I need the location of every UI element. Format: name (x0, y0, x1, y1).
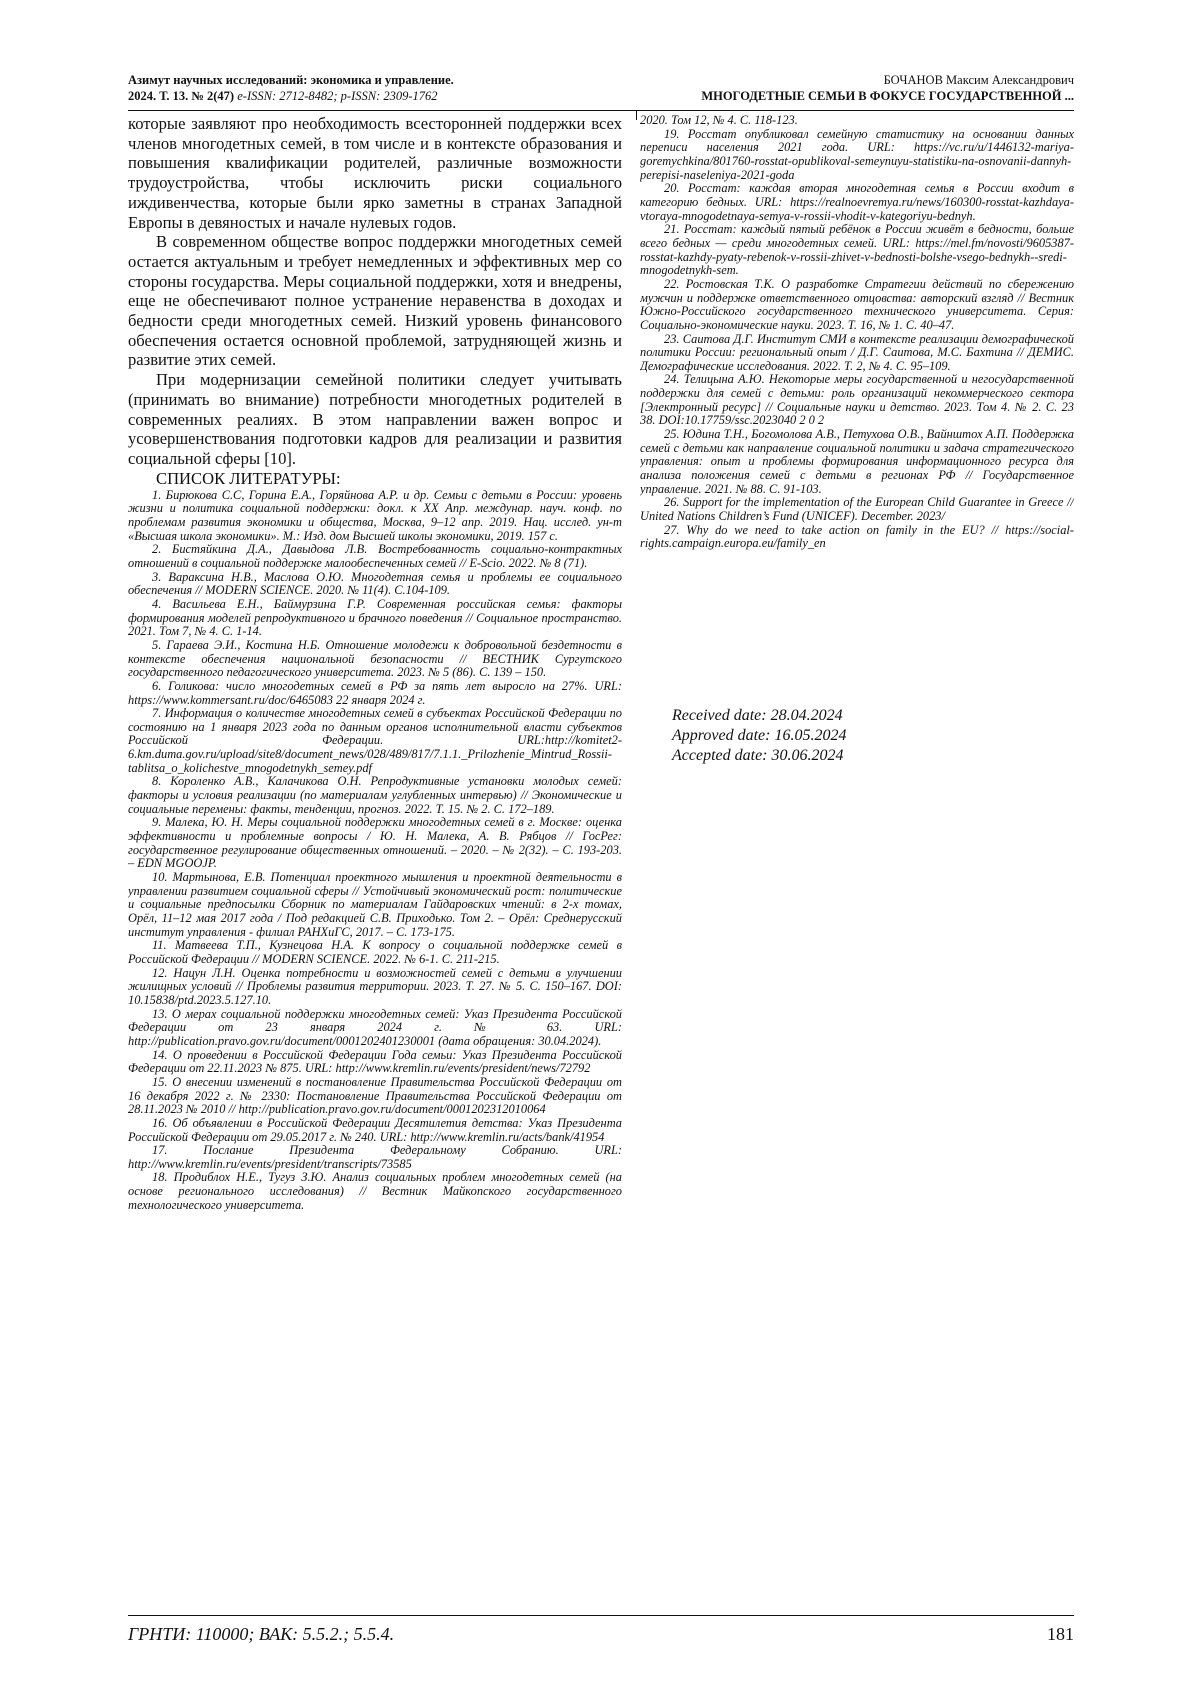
reference-item: 23. Саитова Д.Г. Институт СМИ в контексте реализации демографической политики России: региональный опыт / Д.Г. Саитова, М.С. Бахтина // ДЕМИС. Демографические исследования. 2022. Т. 2, № 4. С. 95–109. (640, 331, 1074, 373)
reference-item: 8. Короленко А.В., Калачикова О.Н. Репродуктивные установки молодых семей: факторы и условия реализации (по материалам углубленных интервью) // Экономические и социальные перемены: факты, тенденции, прогноз. 2022. Т. 15. № 2. С. 172–189. (128, 774, 622, 816)
reference-item: 13. О мерах социальной поддержки многодетных семей: Указ Президента Российской Федерации от 23 января 2024 г. № 63. URL: http://publication.pravo.gov.ru/document/0001202401230001 (дата обращения: 30.04.2024). (128, 1006, 622, 1048)
body-paragraph: которые заявляют про необходимость всесторонней поддержки всех членов многодетных семей, в том числе и в контексте образования и повышения квалификации родителей, различные возможности трудоустройства, чтобы исключить риски социального иждивенчества, которые были ярко заметны в странах Западной Европы в девяностых и начале нулевых годов. (128, 114, 622, 232)
approved-date: Approved date: 16.05.2024 (672, 727, 847, 744)
reference-item: 17. Послание Президента Федеральному Собранию. URL: http://www.kremlin.ru/events/president/transcripts/73585 (128, 1143, 622, 1171)
reference-item: 1. Бирюкова С.С, Горина Е.А., Горяйнова А.Р. и др. Семьи с детьми в России: уровень жизни и политика социальной поддержки: докл. к XX Апр. междунар. науч. конф. по проблемам развития экономики и общества, Москва, 9–12 апр. 2019. Нац. исслед. ун-т «Высшая школа экономики». М.: Изд. дом Высшей школы экономики, 2019. 157 с. (128, 487, 622, 543)
reference-item: 9. Малека, Ю. Н. Меры социальной поддержки многодетных семей в г. Москве: оценка эффективности и проблемные вопросы / Ю. Н. Малека, А. В. Рябцов // ГосРег: государственное регулирование общественных отношений. – 2020. – № 2(32). – С. 193-203. – EDN MGOOJP. (128, 815, 622, 871)
reference-item: 14. О проведении в Российской Федерации Года семьи: Указ Президента Российской Федерации от 22.11.2023 № 875. URL: http://www.kremlin.ru/events/president/news/72792 (128, 1047, 622, 1076)
reference-item: 11. Матвеева Т.П., Кузнецова Н.А. К вопросу о социальной поддержке семей в Российской Федерации // MODERN SCIENCE. 2022. № 6-1. С. 211-215. (128, 938, 622, 966)
article-title: МНОГОДЕТНЫЕ СЕМЬИ В ФОКУСЕ ГОСУДАРСТВЕННОЙ ... (701, 89, 1074, 103)
header-column-divider (636, 110, 637, 120)
journal-info (128, 72, 648, 104)
reference-item: 16. Об объявлении в Российской Федерации Десятилетия детства: Указ Президента Российской Федерации от 29.05.2017 г. № 240. URL: http://www.kremlin.ru/acts/bank/41954 (128, 1115, 622, 1144)
accepted-date: Accepted date: 30.06.2024 (672, 747, 844, 764)
volume-issue: 2024. Т. 13. № 2(47) (128, 89, 235, 103)
reference-item: 27. Why do we need to take action on family in the EU? // https://social-rights.campaign.europa.eu/family_en (640, 522, 1074, 551)
reference-item: 12. Нацун Л.Н. Оценка потребности и возможностей семей с детьми в улучшении жилищных условий // Проблемы развития территории. 2023. Т. 27. № 5. С. 150–167. DOI: 10.15838/ptd.2023.5.127.10. (128, 965, 622, 1007)
reference-item: 15. О внесении изменений в постановление Правительства Российской Федерации от 16 декабря 2022 г. № 2330: Постановление Правительства Российской Федерации от 28.11.2023 № 2010 // http://publication.pravo.gov.ru/document/0001202312010064 (128, 1074, 622, 1117)
page-number: 181 (1047, 1624, 1074, 1644)
article-dates (672, 706, 1072, 766)
right-column (640, 114, 1074, 734)
reference-item: 6. Голикова: число многодетных семей в РФ за пять лет выросло на 27%. URL: https://www.kommersant.ru/doc/6465083 22 января 2024 г. (128, 678, 622, 707)
body-paragraph: В современном обществе вопрос поддержки многодетных семей остается актуальным и требует немедленных и эффективных мер со стороны государства. Меры социальной поддержки, хотя и внедрены, еще не обеспечивают полное устранение неравенства в доходах и бедности среди многодетных семей. Низкий уровень финансового обеспечения остается основной проблемой, затрудняющей жизнь и развитие этих семей. (128, 232, 622, 370)
author-name: БОЧАНОВ Максим Александрович (883, 73, 1074, 87)
footer-rule (128, 1615, 1074, 1616)
references-list-right (640, 128, 1074, 551)
reference-item: 26. Support for the implementation of the European Child Guarantee in Greece // United Nations Children’s Fund (UNICEF). December. 2023/ (640, 495, 1074, 524)
reference-item: 2. Бистяйкина Д.А., Давыдова Л.В. Востребованность социально-контрактных отношений в социальной поддержке малообеспеченных семей // E-Scio. 2022. № 8 (71). (128, 542, 622, 570)
references-heading: СПИСОК ЛИТЕРАТУРЫ: (156, 468, 341, 488)
article-info (634, 72, 1074, 104)
reference-item: 7. Информация о количестве многодетных семей в субъектах Российской Федерации по состоянию на 1 января 2023 года по данным органов исполнительной власти субъектов Российской Федерации. URL:http://komitet2-6.km.duma.gov.ru/upload/site8/document_news/028/489/817/7.1.1._Prilozhenie_Mintrud_Rossii-tablitsa_o_kolichestve_mnogodetnykh_semey.pdf (128, 706, 622, 775)
reference-continuation: 2020. Том 12, № 4. С. 118-123. (640, 114, 798, 127)
classification-codes: ГРНТИ: 110000; ВАК: 5.5.2.; 5.5.4. (128, 1624, 395, 1644)
body-paragraph: При модернизации семейной политики следует учитывать (принимать во внимание) потребности многодетных родителей в современных реалиях. В этом направлении важен вопрос и усовершенствования подготовки кадров для реализации и развития социальной сферы [10]. (128, 370, 622, 468)
reference-item: 18. Продиблох Н.Е., Тугуз З.Ю. Анализ социальных проблем многодетных семей (на основе регионального исследования) // Вестник Майкопского государственного технологического университета. (128, 1170, 622, 1212)
left-column (128, 114, 622, 1601)
received-date: Received date: 28.04.2024 (672, 707, 843, 724)
journal-title: Азимут научных исследований: экономика и управление. (128, 73, 454, 87)
reference-item: 3. Вараксина Н.В., Маслова О.Ю. Многодетная семья и проблемы ее социального обеспечения // MODERN SCIENCE. 2020. № 11(4). С.104-109. (128, 569, 622, 598)
references-list-left (128, 489, 622, 1213)
issn: e-ISSN: 2712-8482; p-ISSN: 2309-1762 (237, 89, 438, 103)
reference-item: 24. Телицына А.Ю. Некоторые меры государственной и негосударственной поддержки для семей с детьми: роль организаций некоммерческого сектора [Электронный ресурс] // Социальные науки и детство. 2023. Том 4. № 2. С. 23 38. DOI:10.17759/ssc.2023040 2 0 2 (640, 372, 1074, 428)
running-header (128, 72, 1074, 106)
reference-item: 22. Ростовская Т.К. О разработке Стратегии действий по сбережению мужчин и поддержке ответственного отцовства: авторский взгляд // Вестник Южно-Российского государственного технического университета. Серия: Социально-экономические науки. 2023. Т. 16, № 1. С. 40–47. (640, 276, 1074, 332)
reference-item: 19. Росстат опубликовал семейную статистику на основании данных переписи населения 2021 года. URL: https://vc.ru/u/1446132-mariya-goremychkina/801760-rosstat-opublikoval-semeynuyu-statistiku-na-osnovanii-dannyh-perepisi-naseleniya-2021-goda (640, 126, 1074, 182)
header-rule (128, 110, 1074, 111)
reference-item: 4. Васильева Е.Н., Баймурзина Г.Р. Современная российская семья: факторы формирования моделей репродуктивного и брачного поведения // Социальное пространство. 2021. Том 7, № 4. С. 1-14. (128, 596, 622, 639)
reference-item: 5. Гараева Э.И., Костина Н.Б. Отношение молодежи к добровольной бездетности в контексте обеспечения национальной безопасности // ВЕСТНИК Сургутского государственного педагогического университета. 2023. № 5 (86). С. 139 – 150. (128, 637, 622, 680)
reference-item: 25. Юдина Т.Н., Богомолова А.В., Петухова О.В., Вайнштох А.П. Поддержка семей с детьми как направление социальной политики и задача стратегического управления: опыт и проблемы формирования информационного ресурса для анализа положения семей с детьми в регионах РФ // Государственное управление. 2021. № 88. С. 91-103. (640, 427, 1074, 496)
reference-item: 21. Росстат: каждый пятый ребёнок в России живёт в бедности, больше всего бедных — среди многодетных семей. URL: https://mel.fm/novosti/9605387-rosstat-kazhdy-pyaty-rebenok-v-rossii-zhivet-v-bednosti-bolshe-vsego-bednykh--sredi-mnogodetnykh-sem. (640, 222, 1074, 278)
reference-item: 20. Росстат: каждая вторая многодетная семья в России входит в категорию бедных. URL: https://realnoevremya.ru/news/160300-rosstat-kazhdaya-vtoraya-mnogodetnaya-semya-v-rossii-vhodit-v-kategoriyu-bednyh. (640, 181, 1074, 223)
reference-item: 10. Мартынова, Е.В. Потенциал проектного мышления и проектной деятельности в управлении развитием социальной сферы // Устойчивый экономический рост: политические и социальные предпосылки Сборник по материалам Гайдаровских чтений: в 2-х томах, Орёл, 11–12 мая 2017 года / Под редакцией С.В. Приходько. Том 2. – Орёл: Среднерусский институт управления - филиал РАНХиГС, 2017. – С. 173-175. (128, 870, 622, 939)
